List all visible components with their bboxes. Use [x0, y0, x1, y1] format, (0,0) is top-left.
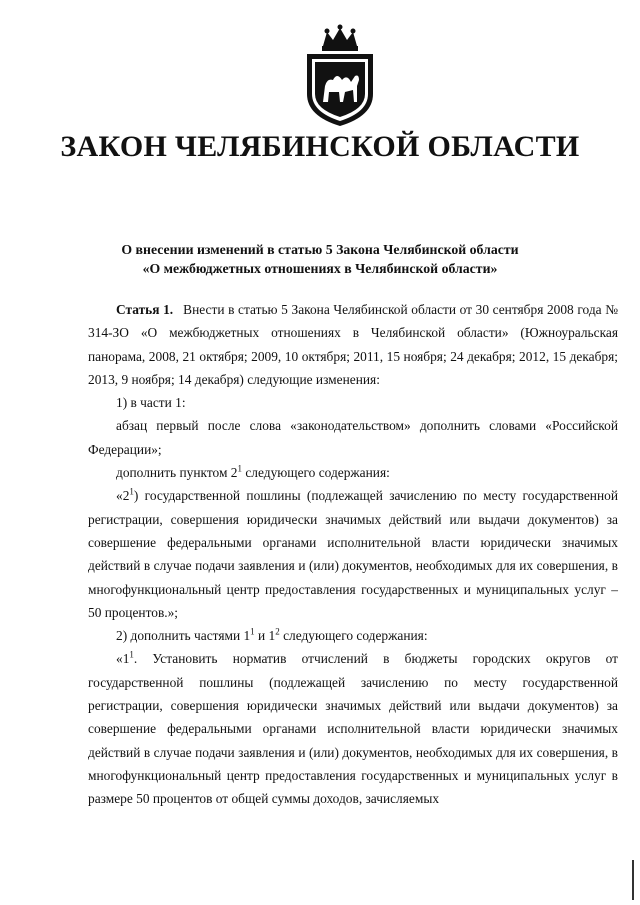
item-1: 1) в части 1:: [116, 395, 186, 411]
law-title: ЗАКОН ЧЕЛЯБИНСКОЙ ОБЛАСТИ: [60, 130, 580, 163]
quote-part-1-1: «$1^1$. Установить норматив отчислений в бюджеты городских округов от государственной пошлины (подлежащей зачислению по месту государственной регистрации, совершения юридически значимых действий или выдачи документов) за совершение федеральными органами исполнительной власти юридически значимых действий в случае подачи заявления и (или) документов, необходимых для их совершения, в многофункциональный центр предоставления государственных и муниципальных услуг в размере 50 процентов от общей суммы доходов, зачисляемых: [88, 649, 618, 807]
law-subject: [60, 240, 580, 278]
article-text: Внести в статью 5 Закона Челябинской области от 30 сентября 2008 года № 314-ЗО «О межбюджетных отношениях в Челябинской области» (Южноуральская панорама, 2008, 21 октября; 2009, 10 октября; 2011, 15 ноября; 24 декабря; 2012, 15 декабря; 2013, 9 ноября; 14 декабря) следующие изменения:: [88, 302, 618, 387]
law-body: [88, 298, 618, 811]
subject-line-1: О внесении изменений в статью 5 Закона Челябинской области: [121, 242, 519, 257]
coat-of-arms-icon: [299, 24, 381, 128]
subject-line-2: «О межбюджетных отношениях в Челябинской области»: [142, 261, 498, 276]
article-1-paragraph: [88, 298, 618, 391]
quote-point-2-1: «$2^1$) государственной пошлины (подлежащей зачислению по месту государственной регистрации, совершения юридически значимых действий или выдачи документов) за совершение федеральными органами исполнительной власти юридически значимых действий в случае подачи заявления и (или) документов, необходимых для их совершения, в многофункциональный центр предоставления государственных и муниципальных услуг – 50 процентов.»;: [88, 486, 618, 620]
item-2: 2) дополнить частями $1^1$ и $1^2$ следующего содержания:: [116, 626, 428, 644]
margin-mark: [632, 860, 634, 900]
article-label: Статья 1.: [116, 302, 174, 317]
paragraph-add-point: дополнить пунктом $2^1$ следующего содержания:: [116, 463, 390, 481]
paragraph-abzac: абзац первый после слова «законодательством» дополнить словами «Российской Федерации»;: [88, 418, 618, 457]
